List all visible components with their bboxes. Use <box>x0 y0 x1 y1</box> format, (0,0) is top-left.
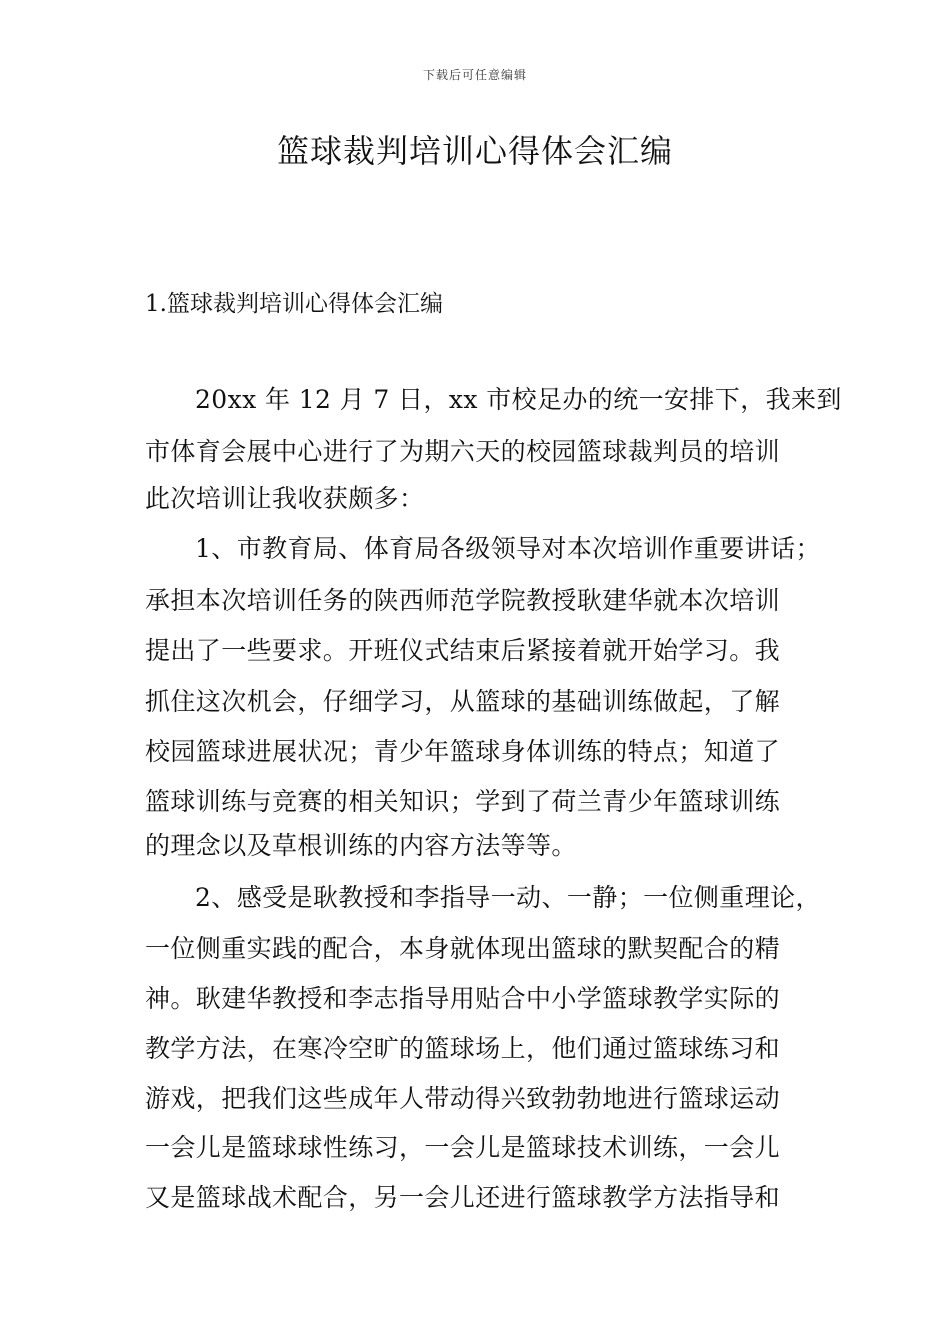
paragraph-line: 游戏，把我们这些成年人带动得兴致勃勃地进行篮球运动 <box>145 1084 781 1113</box>
paragraph-line: 神。耿建华教授和李志指导用贴合中小学篮球教学实际的 <box>145 984 781 1013</box>
paragraph-line: 提出了一些要求。开班仪式结束后紧接着就开始学习。我 <box>145 636 781 665</box>
paragraph-line: 教学方法，在寒冷空旷的篮球场上，他们通过篮球练习和 <box>145 1034 781 1063</box>
paragraph-line: 20xx 年 12 月 7 日，xx 市校足办的统一安排下，我来到 <box>195 385 842 414</box>
paragraph-line: 校园篮球进展状况；青少年篮球身体训练的特点；知道了 <box>145 737 781 766</box>
paragraph-line: 又是篮球战术配合，另一会儿还进行篮球教学方法指导和 <box>145 1183 781 1212</box>
header-note: 下载后可任意编辑 <box>422 68 527 82</box>
paragraph-line: 1、市教育局、体育局各级领导对本次培训作重要讲话； <box>195 534 821 563</box>
paragraph-line: 的理念以及草根训练的内容方法等等。 <box>145 831 577 860</box>
paragraph-line: 一会儿是篮球球性练习，一会儿是篮球技术训练，一会儿 <box>145 1133 781 1162</box>
paragraph-line: 篮球训练与竞赛的相关知识；学到了荷兰青少年篮球训练 <box>145 787 781 816</box>
paragraph-line: 承担本次培训任务的陕西师范学院教授耿建华就本次培训 <box>145 586 781 615</box>
paragraph-line: 此次培训让我收获颇多： <box>145 484 425 513</box>
section-heading: 1.篮球裁判培训心得体会汇编 <box>145 291 443 317</box>
document-title: 篮球裁判培训心得体会汇编 <box>276 132 673 170</box>
paragraph-line: 市体育会展中心进行了为期六天的校园篮球裁判员的培训 <box>145 437 781 466</box>
paragraph-line: 一位侧重实践的配合，本身就体现出篮球的默契配合的精 <box>145 934 781 963</box>
paragraph-line: 2、感受是耿教授和李指导一动、一静；一位侧重理论， <box>195 883 821 912</box>
paragraph-line: 抓住这次机会，仔细学习，从篮球的基础训练做起，了解 <box>145 687 781 716</box>
